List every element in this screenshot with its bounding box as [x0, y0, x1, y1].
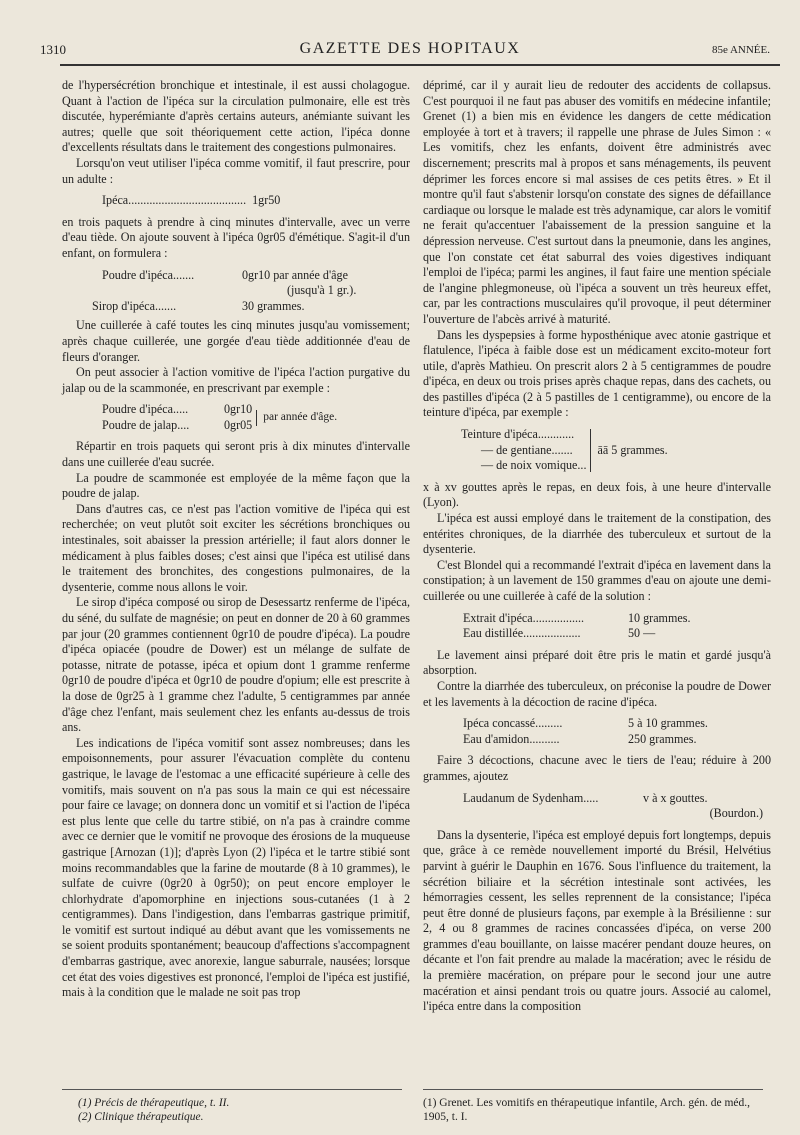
drug-dose: 30 grammes.: [242, 298, 305, 313]
prescription-line: [423, 611, 771, 627]
paragraph: Dans d'autres cas, ce n'est pas l'action vomitive de l'ipéca qui est recherchée; on veut plutôt soit exciter les sécrétions bronchiques ou intestinales, soit abaisser la pression artérielle; il faut alors donner le médicament à plus faibles doses; c'est ainsi que l'ipéca est utilisé dans le traitement des bronchites, des congestions pulmonaires, de la dysenterie, comme nous allons le voir.: [62, 501, 410, 594]
right-column: [423, 78, 771, 1015]
prescription-line: [62, 299, 410, 315]
left-column: [62, 78, 410, 1001]
drug-name: Eau distillée...................: [463, 626, 581, 641]
footnote-rule: [62, 1089, 402, 1090]
paragraph: Le lavement ainsi préparé doit être pris le matin et gardé jusqu'à absorption.: [423, 647, 771, 678]
drug-dose: 0gr05: [224, 417, 253, 432]
drug-name: — de noix vomique...: [481, 458, 587, 473]
drug-dose: 50 —: [628, 626, 656, 641]
drug-dose: 250 grammes.: [628, 731, 697, 746]
drug-dose: 10 grammes.: [628, 610, 691, 625]
paragraph: déprimé, car il y aurait lieu de redouter des accidents de collapsus. C'est pourquoi il ne faut pas abuser des vomitifs en médecine infantile; Grenet (1) a bien mis en évidence les dangers de cette médication employée à tort et à travers; il rappelle une phrase de Jules Simon : « Les vomitifs, chez les enfants, doivent être administrés avec discernement; prescrits mal à propos et sans ménagements, ils peuvent déprimer les forces encore si mal assises de ces petits êtres. » Et il montre qu'il faut s'abstenir lorsqu'on constate des signes de défaillance cardiaque ou lorsque le malade est très adynamique, car alors le vomitif ne ferait qu'accentuer l'abaissement de la pression sanguine et la dépression nerveuse. C'est surtout dans la pneumonie, dans les angines, que l'on constate cet état saburral des voies digestives indiquant l'emploi de l'ipéca; parmi les angines, il faut faire une mention spéciale de l'angine phlegmoneuse, où l'ipéca a souvent un très heureux effet, car, par les contractions musculaires qu'il provoque, il peut déterminer l'ouverture de l'abcès arrivé à maturité.: [423, 78, 771, 326]
prescription-block: [423, 791, 771, 822]
prescription-line: [423, 626, 771, 642]
drug-dose: 0gr10: [224, 402, 253, 417]
drug-name: Poudre d'ipéca.......: [102, 267, 195, 282]
paragraph: Dans la dysenterie, l'ipéca est employé depuis fort longtemps, depuis que, grâce à ce remède nouvellement importé du Brésil, Helvétius parvint à guérir le Dauphin en 1676. Sous l'influence du traitement, la sécrétion biliaire et la sécrétion intestinale sont activées, les hémorragies cessent, les selles reprennent de la consistance; l'ipéca peut être donné de plusieurs façons, par exemple à la Brésilienne : sur 2, 4 ou 8 grammes de racines concassées d'ipéca, on verse 200 grammes d'eau bouillante, on laisse macérer pendant douze heures, on décante et l'on fait prendre au malade la macération; avec le résidu de la première macération, on prépare pour le second jour une autre macération et ainsi pendant trois ou quatre jours. Associé au calomel, l'ipéca entre dans la composition: [423, 827, 771, 1014]
drug-name: Sirop d'ipéca.......: [92, 298, 177, 313]
drug-name: Teinture d'ipéca............: [461, 427, 575, 442]
drug-dose: v à x gouttes.: [643, 790, 708, 805]
footnote-rule: [423, 1089, 763, 1090]
paragraph: Le sirop d'ipéca composé ou sirop de Desessartz renferme de l'ipéca, du séné, du sulfate de magnésie; on peut en donner de 20 à 60 grammes par jour (20 grammes contiennent 0gr10 de poudre d'ipéca). La poudre d'ipéca opiacée (poudre de Dower) est un mélange de sulfate de potasse, nitrate de potasse, ipéca et opium dont 1 gramme renferme 0gr10 de poudre d'ipéca et 0gr10 de poudre d'opium; elle est prescrite à la dose de 0gr25 à 1 gramme chez l'adulte, 5 centigrammes par année d'âge chez l'enfant, mais seulement chez les enfants au-dessus de trois ans.: [62, 595, 410, 735]
drug-name: Ipéca concassé.........: [463, 716, 563, 731]
drug-name: Extrait d'ipéca.................: [463, 610, 585, 625]
prescription-block: [423, 427, 771, 474]
paragraph: Faire 3 décoctions, chacune avec le tiers de l'eau; réduire à 200 grammes, ajoutez: [423, 753, 771, 783]
drug-name: Eau d'amidon..........: [463, 731, 560, 746]
footnote: (2) Clinique thérapeutique.: [78, 1111, 204, 1123]
volume-year: 85e ANNÉE.: [711, 44, 770, 56]
prescription-line: [423, 732, 771, 748]
header-rule: [60, 64, 780, 66]
footnote: (1) Grenet. Les vomitifs en thérapeutique infantile, Arch. gén. de méd., 1905, t. I.: [423, 1097, 751, 1123]
drug-name: Laudanum de Sydenham.....: [463, 790, 599, 805]
paragraph: L'ipéca est aussi employé dans le traitement de la constipation, des entérites chroniques, de la diarrhée des tuberculeux et surtout de la dysenterie.: [423, 511, 771, 557]
journal-title: GAZETTE DES HOPITAUX: [299, 40, 521, 57]
prescription-line: [102, 402, 252, 418]
drug-name: — de gentiane.......: [481, 442, 573, 457]
footnote: (1) Précis de thérapeutique, t. II.: [78, 1097, 230, 1109]
paragraph: On peut associer à l'action vomitive de l'ipéca l'action purgative du jalap ou de la scammonée, en prescrivant par exemple :: [62, 365, 410, 395]
paragraph: Une cuillerée à café toutes les cinq minutes jusqu'au vomissement; après chaque cuillerée, une gorgée d'eau tiède additionnée d'eau de fleurs d'oranger.: [62, 318, 410, 364]
drug-dose: 0gr10 par année d'âge: [242, 267, 348, 282]
paragraph: Contre la diarrhée des tuberculeux, on préconise la poudre de Dower et les lavements à la décoction de racine d'ipéca.: [423, 678, 771, 709]
paragraph: en trois paquets à prendre à cinq minutes d'intervalle, avec un verre d'eau tiède. On ajoute souvent à l'ipéca 0gr05 d'émétique. S'agit-il d'un enfant, on formulera :: [62, 214, 410, 260]
page-number: 1310: [40, 42, 66, 57]
paragraph: Répartir en trois paquets qui seront pris à dix minutes d'intervalle dans une cuillerée d'eau sucrée.: [62, 439, 410, 470]
prescription-line: [102, 418, 252, 434]
paragraph: de l'hypersécrétion bronchique et intestinale, il est aussi cholagogue. Quant à l'action de l'ipéca sur la circulation pulmonaire, elle est très discutée, hyperémiante d'après certains auteurs, anémiante suivant les autres; quelle que soit théoriquement cette action, l'ipéca donne d'excellents résultats dans le traitement des congestions pulmonaires.: [62, 78, 410, 155]
drug-dose-note: (jusqu'à 1 gr.).: [287, 283, 357, 298]
prescription-block: [62, 402, 410, 433]
left-footnotes: [78, 1096, 398, 1124]
paragraph: Lorsqu'on veut utiliser l'ipéca comme vomitif, il faut prescrire, pour un adulte :: [62, 155, 410, 186]
drug-dose: 5 à 10 grammes.: [628, 716, 708, 731]
drug-dose: āā 5 grammes.: [590, 429, 667, 473]
paragraph: x à xv gouttes après le repas, en deux fois, à une heure d'intervalle (Lyon).: [423, 479, 771, 510]
prescription-block: [423, 716, 771, 747]
prescription-block: [423, 611, 771, 642]
prescription-line: [423, 716, 771, 732]
drug-name: Poudre de jalap....: [102, 417, 190, 432]
drug-name: Ipéca.......................................: [102, 193, 247, 208]
prescription-line: [423, 791, 771, 807]
page-header: [40, 40, 780, 62]
prescription-source: (Bourdon.): [709, 806, 763, 821]
prescription-line: [62, 193, 410, 209]
drug-name: Poudre d'ipéca.....: [102, 402, 189, 417]
paragraph: C'est Blondel qui a recommandé l'extrait d'ipéca en lavement dans la constipation; à un lavement de 150 grammes d'eau on ajoute une demi-cuillerée ou une cuillerée à café de la solution :: [423, 557, 771, 603]
drug-dose: 1gr50: [252, 193, 281, 208]
prescription-line: [62, 268, 410, 284]
paragraph: Dans les dyspepsies à forme hyposthénique avec atonie gastrique et flatulence, l'ipéca à faible dose est un médicament excito-moteur fort utile, d'après Mathieu. On prescrit alors 2 à 5 centigrammes de poudre d'ipéca, en deux ou trois prises après chaque repas, dans des cachets, ou des pastilles d'ipéca (2 à 5 pastilles de 1 centigramme), ou encore de la teinture d'ipéca, par exemple :: [423, 327, 771, 420]
right-footnotes: [423, 1096, 773, 1124]
prescription-block: [62, 268, 410, 315]
dose-note: par année d'âge.: [256, 410, 337, 426]
paragraph: La poudre de scammonée est employée de la même façon que la poudre de jalap.: [62, 470, 410, 501]
paragraph: Les indications de l'ipéca vomitif sont assez nombreuses; dans les empoisonnements, pour assurer l'évacuation complète du contenu gastrique, le lavage de l'estomac a une efficacité supérieure à celle des vomitifs, mais souvent on n'a pas sous la main ce qui est nécessaire pour faire ce lavage; on donnera donc un vomitif et si l'action de l'ipéca est plus lente que celle du tartre stibié, on n'a pas à craindre comme avec ce dernier que le vomitif ne provoque des érosions de la muqueuse gastrique [Arnozan (1)]; d'après Lyon (2) l'ipéca et le tartre stibié sont moins recommandables que la farine de moutarde (8 à 10 grammes), le sulfate de cuivre (0gr20 à 0gr50); on peut encore employer le chlorhydrate d'apomorphine en injections sous-cutanées (1 à 2 centigrammes). Dans l'indigestion, dans l'embarras gastrique primitif, le vomitif est surtout indiqué au début avant que les vomissements ne se soient produits spontanément; beaucoup d'affections s'accompagnent d'embarras gastrique, avec anorexie, langue saburrale, nausées; lorsque cet état des voies digestives est prononcé, l'emploi de l'ipéca est justifié, mais à la condition que le malade ne soit pas trop: [62, 735, 410, 1000]
